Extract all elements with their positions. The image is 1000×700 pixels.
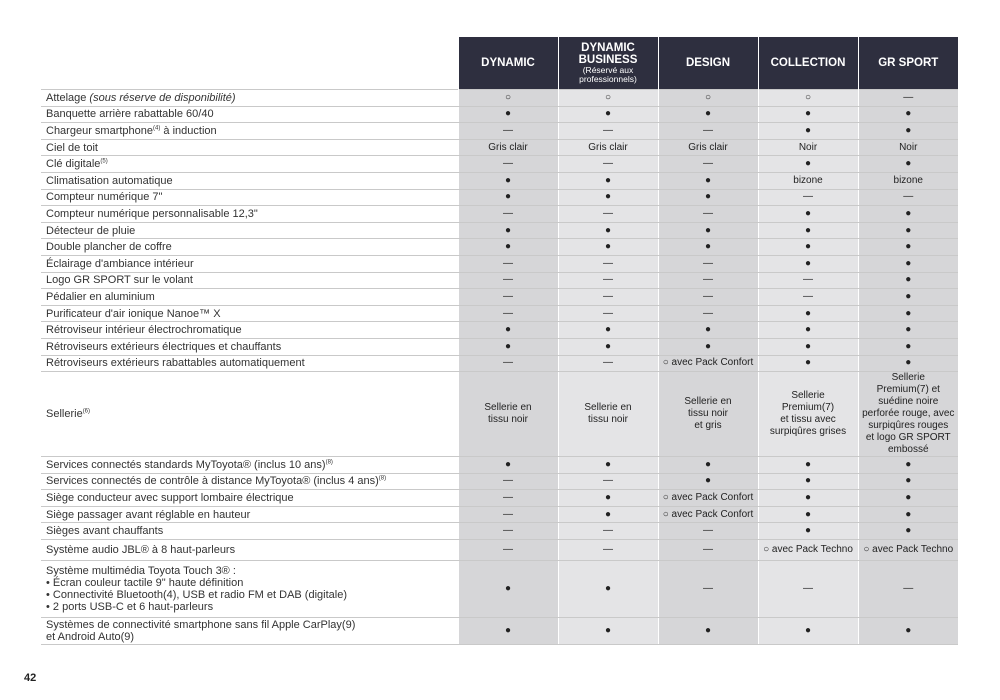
row-label: Système audio JBL® à 8 haut-parleurs bbox=[41, 540, 458, 561]
cell-value: ● bbox=[458, 172, 558, 189]
cell-value: — bbox=[858, 189, 958, 206]
cell-value: Sellerie en tissu noir bbox=[458, 372, 558, 457]
table-row bbox=[41, 189, 958, 206]
cell-value: ● bbox=[558, 172, 658, 189]
cell-value: ● bbox=[858, 338, 958, 355]
table-header-row bbox=[41, 37, 958, 90]
cell-value: ● bbox=[858, 490, 958, 507]
cell-value: ● bbox=[458, 106, 558, 123]
cell-value: ● bbox=[858, 457, 958, 474]
column-header: GR SPORT bbox=[858, 37, 958, 90]
cell-value: ● bbox=[758, 355, 858, 372]
table-row bbox=[41, 139, 958, 156]
row-label: Compteur numérique personnalisable 12,3" bbox=[41, 206, 458, 223]
equipment-table bbox=[41, 37, 958, 645]
cell-value: ● bbox=[758, 222, 858, 239]
cell-value: ○ avec Pack Confort bbox=[658, 490, 758, 507]
cell-value: — bbox=[558, 355, 658, 372]
cell-value: ● bbox=[558, 490, 658, 507]
cell-value: ● bbox=[758, 523, 858, 540]
cell-value: ● bbox=[558, 106, 658, 123]
cell-value: ● bbox=[658, 239, 758, 256]
cell-value: — bbox=[858, 90, 958, 107]
row-label: Compteur numérique 7" bbox=[41, 189, 458, 206]
table-row bbox=[41, 506, 958, 523]
cell-value: — bbox=[758, 272, 858, 289]
cell-value: — bbox=[658, 305, 758, 322]
cell-value: — bbox=[658, 289, 758, 306]
header-blank bbox=[41, 37, 458, 90]
cell-value: ● bbox=[858, 255, 958, 272]
table-row bbox=[41, 618, 958, 645]
table-row bbox=[41, 255, 958, 272]
cell-value: Gris clair bbox=[458, 139, 558, 156]
cell-value: ● bbox=[458, 618, 558, 645]
cell-value: ● bbox=[858, 618, 958, 645]
row-label: Sièges avant chauffants bbox=[41, 523, 458, 540]
cell-value: ● bbox=[658, 222, 758, 239]
cell-value: — bbox=[758, 289, 858, 306]
row-label: Sellerie$^{(6)}$ bbox=[41, 372, 458, 457]
cell-value: ● bbox=[858, 123, 958, 140]
cell-value: ● bbox=[658, 322, 758, 339]
table-row bbox=[41, 540, 958, 561]
row-label: Chargeur smartphone$^{(4)}$ à induction bbox=[41, 123, 458, 140]
column-header: DYNAMIC BUSINESS (Réservé aux professionnels) bbox=[558, 37, 658, 90]
cell-value: ● bbox=[858, 206, 958, 223]
cell-value: Sellerie Premium(7) et tissu avec surpiqûres grises bbox=[758, 372, 858, 457]
cell-value: ○ bbox=[758, 90, 858, 107]
row-label: Logo GR SPORT sur le volant bbox=[41, 272, 458, 289]
cell-value: ● bbox=[658, 457, 758, 474]
row-label: Éclairage d'ambiance intérieur bbox=[41, 255, 458, 272]
row-label: Services connectés standards MyToyota® (inclus 10 ans)$^{(8)}$ bbox=[41, 457, 458, 474]
table-row bbox=[41, 322, 958, 339]
row-label: Rétroviseur intérieur électrochromatique bbox=[41, 322, 458, 339]
table-row bbox=[41, 272, 958, 289]
table-row bbox=[41, 355, 958, 372]
table-row bbox=[41, 305, 958, 322]
table-row bbox=[41, 172, 958, 189]
cell-value: ● bbox=[558, 457, 658, 474]
cell-value: ○ bbox=[658, 90, 758, 107]
row-label: Climatisation automatique bbox=[41, 172, 458, 189]
cell-value: ● bbox=[758, 338, 858, 355]
cell-value: bizone bbox=[758, 172, 858, 189]
cell-value: — bbox=[458, 540, 558, 561]
cell-value: — bbox=[558, 305, 658, 322]
cell-value: — bbox=[558, 473, 658, 490]
cell-value: ● bbox=[758, 106, 858, 123]
table-row bbox=[41, 156, 958, 173]
cell-value: ● bbox=[458, 338, 558, 355]
cell-value: ● bbox=[858, 473, 958, 490]
cell-value: — bbox=[558, 206, 658, 223]
cell-value: — bbox=[858, 561, 958, 618]
cell-value: — bbox=[558, 540, 658, 561]
row-label: Siège conducteur avec support lombaire électrique bbox=[41, 490, 458, 507]
cell-value: — bbox=[558, 255, 658, 272]
cell-value: ● bbox=[458, 561, 558, 618]
cell-value: ● bbox=[758, 457, 858, 474]
cell-value: ● bbox=[758, 156, 858, 173]
table-row bbox=[41, 222, 958, 239]
cell-value: ● bbox=[558, 506, 658, 523]
row-label: Système multimédia Toyota Touch 3® : • Écran couleur tactile 9" haute définition • Connectivité Bluetooth(4), USB et radio FM et DAB (digitale) • 2 ports USB-C et 6 haut-parleurs bbox=[41, 561, 458, 618]
table-row bbox=[41, 289, 958, 306]
cell-value: ● bbox=[758, 322, 858, 339]
cell-value: — bbox=[658, 123, 758, 140]
table-row bbox=[41, 490, 958, 507]
table-row bbox=[41, 457, 958, 474]
row-label: Clé digitale$^{(5)}$ bbox=[41, 156, 458, 173]
cell-value: — bbox=[458, 305, 558, 322]
cell-value: ● bbox=[658, 106, 758, 123]
cell-value: — bbox=[758, 561, 858, 618]
table-row bbox=[41, 106, 958, 123]
cell-value: — bbox=[458, 255, 558, 272]
cell-value: — bbox=[458, 123, 558, 140]
row-label: Ciel de toit bbox=[41, 139, 458, 156]
cell-value: — bbox=[458, 506, 558, 523]
cell-value: ○ avec Pack Techno bbox=[758, 540, 858, 561]
cell-value: ● bbox=[758, 123, 858, 140]
table-row bbox=[41, 239, 958, 256]
cell-value: Gris clair bbox=[658, 139, 758, 156]
cell-value: ● bbox=[858, 272, 958, 289]
row-label: Siège passager avant réglable en hauteur bbox=[41, 506, 458, 523]
row-label: Services connectés de contrôle à distance MyToyota® (inclus 4 ans)$^{(8)}$ bbox=[41, 473, 458, 490]
cell-value: — bbox=[458, 156, 558, 173]
cell-value: ○ avec Pack Confort bbox=[658, 355, 758, 372]
row-label: Rétroviseurs extérieurs électriques et chauffants bbox=[41, 338, 458, 355]
cell-value: ● bbox=[458, 457, 558, 474]
column-header: DESIGN bbox=[658, 37, 758, 90]
cell-value: Noir bbox=[858, 139, 958, 156]
cell-value: ● bbox=[558, 322, 658, 339]
table-row bbox=[41, 90, 958, 107]
cell-value: ● bbox=[658, 473, 758, 490]
row-label: Double plancher de coffre bbox=[41, 239, 458, 256]
cell-value: bizone bbox=[858, 172, 958, 189]
cell-value: ● bbox=[658, 189, 758, 206]
cell-value: ● bbox=[558, 189, 658, 206]
column-header: COLLECTION bbox=[758, 37, 858, 90]
cell-value: ● bbox=[858, 355, 958, 372]
cell-value: ○ bbox=[558, 90, 658, 107]
cell-value: Sellerie Premium(7) et suédine noire perforée rouge, avec surpiqûres rouges et logo GR SPORT embossé bbox=[858, 372, 958, 457]
cell-value: ● bbox=[858, 523, 958, 540]
cell-value: — bbox=[758, 189, 858, 206]
cell-value: — bbox=[458, 355, 558, 372]
cell-value: — bbox=[558, 272, 658, 289]
cell-value: ● bbox=[558, 239, 658, 256]
cell-value: — bbox=[658, 540, 758, 561]
cell-value: ● bbox=[858, 239, 958, 256]
cell-value: ● bbox=[458, 322, 558, 339]
cell-value: — bbox=[558, 289, 658, 306]
cell-value: ● bbox=[758, 473, 858, 490]
cell-value: — bbox=[658, 255, 758, 272]
cell-value: Gris clair bbox=[558, 139, 658, 156]
row-label: Systèmes de connectivité smartphone sans fil Apple CarPlay(9) et Android Auto(9) bbox=[41, 618, 458, 645]
cell-value: — bbox=[458, 523, 558, 540]
cell-value: ○ bbox=[458, 90, 558, 107]
cell-value: ● bbox=[458, 189, 558, 206]
cell-value: ● bbox=[558, 561, 658, 618]
table-row bbox=[41, 123, 958, 140]
table-row bbox=[41, 473, 958, 490]
row-label: Purificateur d'air ionique Nanoe™ X bbox=[41, 305, 458, 322]
cell-value: ● bbox=[458, 222, 558, 239]
table-row bbox=[41, 523, 958, 540]
cell-value: ● bbox=[858, 289, 958, 306]
cell-value: — bbox=[458, 473, 558, 490]
cell-value: ● bbox=[758, 506, 858, 523]
cell-value: ● bbox=[758, 305, 858, 322]
cell-value: ● bbox=[758, 255, 858, 272]
cell-value: ● bbox=[858, 506, 958, 523]
cell-value: — bbox=[658, 272, 758, 289]
cell-value: ● bbox=[858, 305, 958, 322]
cell-value: ● bbox=[858, 222, 958, 239]
cell-value: Noir bbox=[758, 139, 858, 156]
row-label: Banquette arrière rabattable 60/40 bbox=[41, 106, 458, 123]
row-label: Rétroviseurs extérieurs rabattables automatiquement bbox=[41, 355, 458, 372]
cell-value: — bbox=[658, 523, 758, 540]
cell-value: ● bbox=[858, 322, 958, 339]
cell-value: ● bbox=[658, 618, 758, 645]
cell-value: — bbox=[458, 272, 558, 289]
cell-value: ● bbox=[858, 106, 958, 123]
cell-value: ● bbox=[658, 338, 758, 355]
cell-value: ● bbox=[558, 338, 658, 355]
cell-value: Sellerie en tissu noir et gris bbox=[658, 372, 758, 457]
cell-value: — bbox=[658, 206, 758, 223]
cell-value: — bbox=[458, 289, 558, 306]
table-row bbox=[41, 338, 958, 355]
cell-value: ● bbox=[758, 239, 858, 256]
cell-value: — bbox=[558, 123, 658, 140]
cell-value: ● bbox=[858, 156, 958, 173]
cell-value: — bbox=[658, 561, 758, 618]
table-row bbox=[41, 372, 958, 457]
table-body bbox=[41, 90, 958, 645]
cell-value: ● bbox=[758, 206, 858, 223]
cell-value: — bbox=[658, 156, 758, 173]
cell-value: — bbox=[458, 206, 558, 223]
row-label: Pédalier en aluminium bbox=[41, 289, 458, 306]
cell-value: ● bbox=[658, 172, 758, 189]
cell-value: ● bbox=[558, 222, 658, 239]
cell-value: — bbox=[558, 156, 658, 173]
row-label: Détecteur de pluie bbox=[41, 222, 458, 239]
cell-value: — bbox=[458, 490, 558, 507]
cell-value: Sellerie en tissu noir bbox=[558, 372, 658, 457]
cell-value: — bbox=[558, 523, 658, 540]
cell-value: ● bbox=[758, 618, 858, 645]
table-row bbox=[41, 206, 958, 223]
column-header: DYNAMIC bbox=[458, 37, 558, 90]
row-label: Attelage (sous réserve de disponibilité) bbox=[41, 90, 458, 107]
cell-value: ● bbox=[758, 490, 858, 507]
cell-value: ● bbox=[558, 618, 658, 645]
table-row bbox=[41, 561, 958, 618]
cell-value: ○ avec Pack Techno bbox=[858, 540, 958, 561]
page-number: 42 bbox=[24, 672, 37, 684]
cell-value: ● bbox=[458, 239, 558, 256]
cell-value: ○ avec Pack Confort bbox=[658, 506, 758, 523]
